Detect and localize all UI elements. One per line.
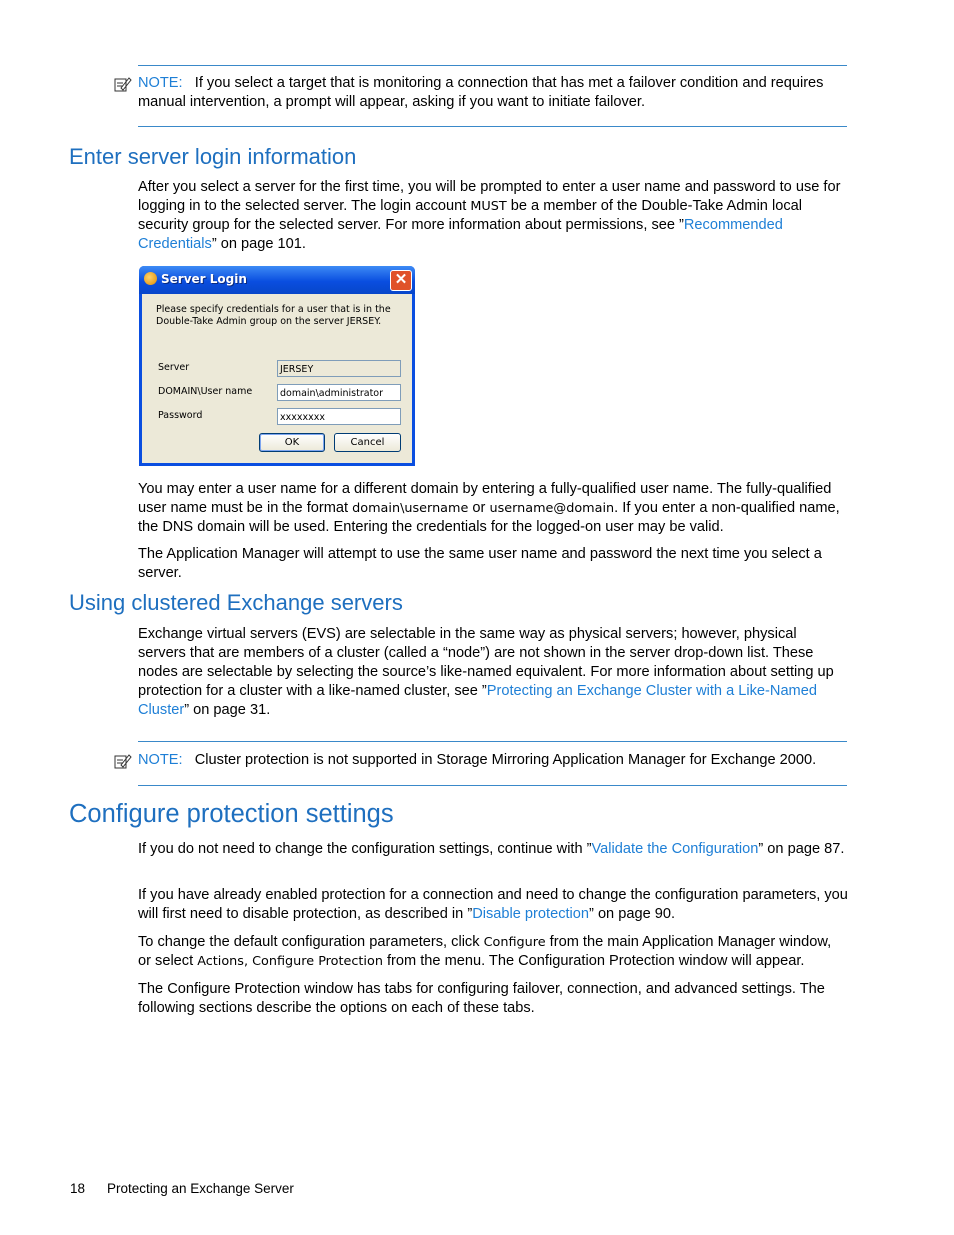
paragraph: The Configure Protection window has tabs for configuring failover, connection, and advanced settings. The following sections describe the options on each of these tabs. bbox=[138, 981, 825, 1016]
note-block-1 bbox=[138, 74, 848, 112]
section-heading-configure-protection: Configure protection settings bbox=[69, 800, 394, 828]
note-label: NOTE: bbox=[138, 752, 183, 768]
section-heading-server-login: Enter server login information bbox=[69, 144, 357, 169]
note-top-rule bbox=[138, 741, 847, 742]
server-label: Server bbox=[158, 362, 190, 373]
note-text: If you select a target that is monitoring a connection that has met a failover condition and requires manual intervention, a prompt will appear, asking if you want to initiate failover. bbox=[138, 75, 824, 110]
dialog-titlebar bbox=[139, 266, 415, 294]
code-text: Actions, Configure Protection bbox=[197, 954, 383, 969]
note-bottom-rule bbox=[138, 785, 847, 786]
code-text: domain\username bbox=[352, 501, 469, 516]
server-login-dialog bbox=[139, 266, 415, 466]
username-label: DOMAIN\User name bbox=[158, 386, 253, 397]
paragraph: If you have already enabled protection for a connection and need to change the configuration parameters, you will first need to disable protection, as described in ”Disable protection” on page 90. bbox=[138, 887, 848, 922]
link-validate-configuration[interactable]: Validate the Configuration bbox=[591, 841, 759, 857]
server-field: JERSEY bbox=[277, 360, 401, 377]
section-heading-clustered-exchange: Using clustered Exchange servers bbox=[69, 590, 403, 615]
dialog-instructions-line1: Please specify credentials for a user that is in the bbox=[156, 304, 391, 315]
close-icon[interactable]: ✕ bbox=[390, 270, 412, 291]
note-text: Cluster protection is not supported in Storage Mirroring Application Manager for Exchange 2000. bbox=[194, 752, 817, 768]
paragraph: Exchange virtual servers (EVS) are selectable in the same way as physical servers; however, physical servers that are members of a cluster (called a “node”) are not shown in the server drop-down list. These nodes are selectable by selecting the source’s like-named equivalent. For more information about setting up protection for a cluster with a like-named cluster, see ”Protecting an Exchange Cluster with a Like-Named Cluster” on page 31. bbox=[138, 626, 834, 718]
code-text: username@domain bbox=[489, 501, 615, 516]
paragraph: If you do not need to change the configuration settings, continue with ”Validate the Configuration” on page 87. bbox=[138, 841, 845, 857]
paragraph: After you select a server for the first time, you will be prompted to enter a user name and password to use for logging in to the selected server. The login account MUST be a member of the Double-Take Admin local security group for the selected server. For more information about permissions, see ”Recommended Credentials” on page 101. bbox=[138, 179, 841, 252]
link-protecting-exchange-cluster[interactable]: Protecting an Exchange Cluster with a Like-Named Cluster bbox=[138, 683, 817, 718]
username-input[interactable]: domain\administrator bbox=[277, 384, 401, 401]
password-label: Password bbox=[158, 410, 203, 421]
note-block-2 bbox=[138, 751, 848, 770]
app-icon bbox=[144, 272, 157, 285]
code-text: Configure bbox=[483, 935, 546, 950]
ok-button[interactable]: OK bbox=[259, 433, 325, 452]
dialog-instructions-line2: Double-Take Admin group on the server JERSEY. bbox=[156, 316, 382, 327]
footer-chapter-title: Protecting an Exchange Server bbox=[107, 1181, 294, 1196]
cancel-button[interactable]: Cancel bbox=[334, 433, 401, 452]
paragraph: You may enter a user name for a different domain by entering a fully-qualified user name. The fully-qualified user name must be in the format domain\username or username@domain. If you enter a non-qualified name, the DNS domain will be used. Entering the credentials for the logged-on user may be valid. bbox=[138, 481, 840, 535]
link-recommended-credentials[interactable]: Recommended Credentials bbox=[138, 217, 783, 252]
emphasis-text: MUST bbox=[470, 199, 507, 214]
paragraph: To change the default configuration parameters, click Configure from the main Application Manager window, or select Actions, Configure Protection from the menu. The Configuration Protection window will appear. bbox=[138, 934, 832, 969]
link-disable-protection[interactable]: Disable protection bbox=[472, 906, 590, 922]
note-label: NOTE: bbox=[138, 75, 183, 91]
note-icon bbox=[114, 76, 132, 93]
note-bottom-rule bbox=[138, 126, 847, 127]
note-top-rule bbox=[138, 65, 847, 66]
paragraph: The Application Manager will attempt to use the same user name and password the next time you select a server. bbox=[138, 546, 822, 581]
password-input[interactable]: xxxxxxxx bbox=[277, 408, 401, 425]
page-number: 18 bbox=[70, 1181, 86, 1196]
dialog-body bbox=[142, 294, 412, 463]
dialog-title: Server Login bbox=[161, 272, 247, 286]
note-icon bbox=[114, 753, 132, 770]
